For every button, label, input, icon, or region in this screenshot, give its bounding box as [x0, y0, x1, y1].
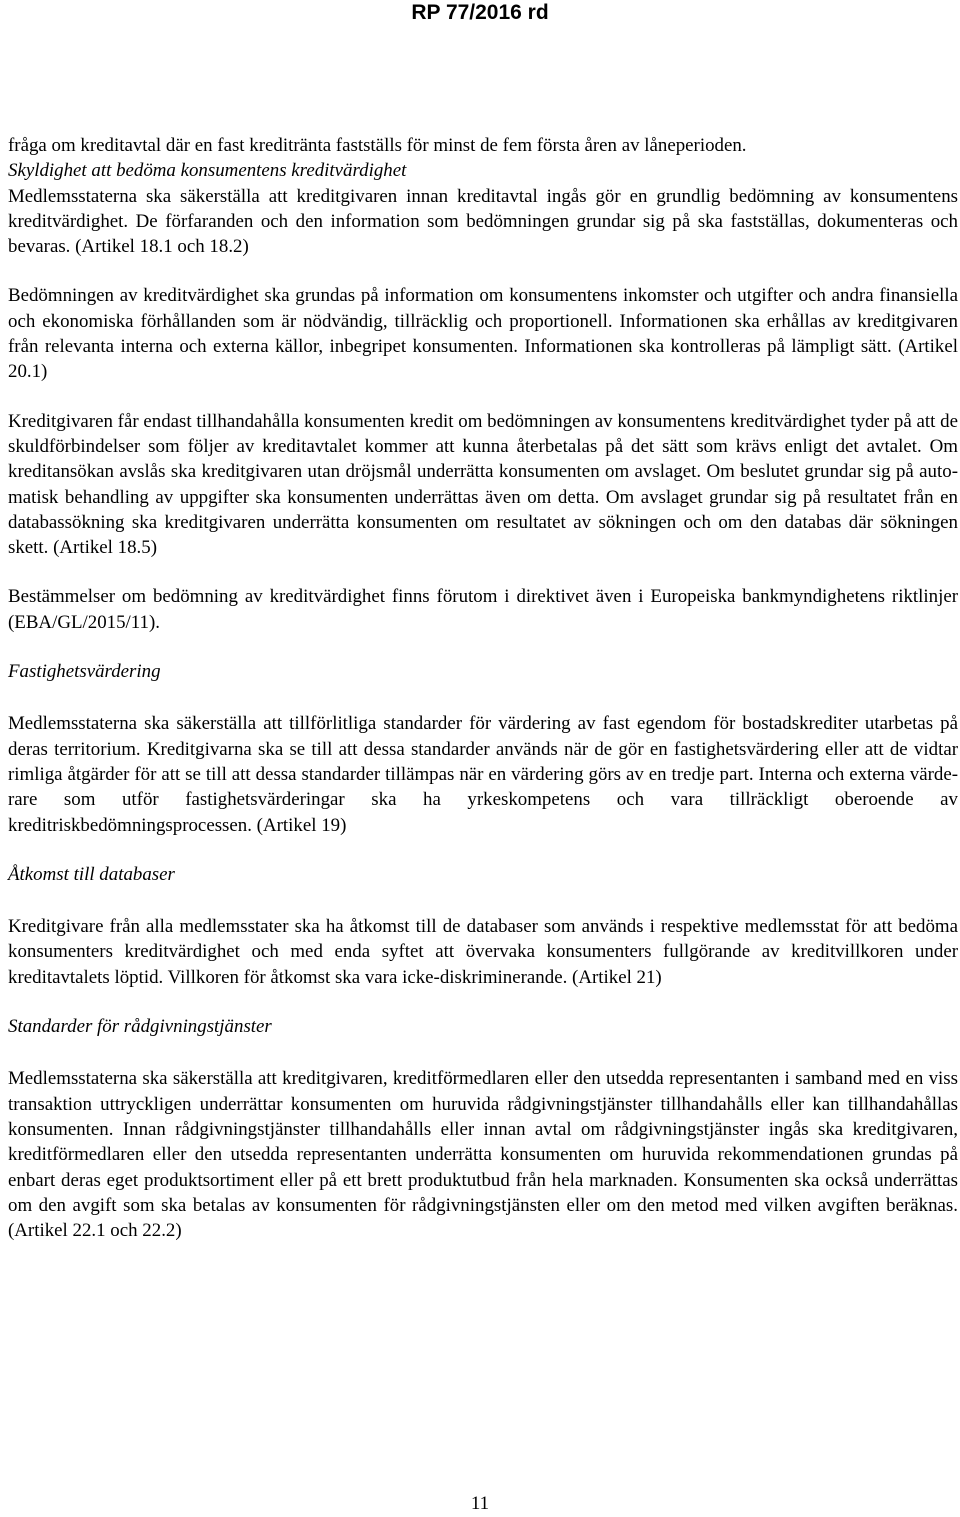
section-heading-advisory-standards: Standarder för rådgivningstjänster [8, 1016, 272, 1038]
page-header [0, 0, 960, 25]
paragraph-eba-guidelines: Bestämmelser om bedömning av kreditvärdighet finns förutom i direktivet även i Europeiska bankmyndighetens riktlinjer (EBA/GL/2015/11). [8, 586, 958, 633]
page-footer [0, 1493, 960, 1515]
paragraph-credit-granting: Kreditgivaren får endast tillhandahålla konsumenten kredit om bedömningen av konsumentens kreditvärdighet tyder på att de skuldförbindelser som följer av kreditavtalet kommer att kunna återbetalas på det sätt som krävs enligt det avtalet. Om kreditansökan avslås ska kreditgivaren utan dröjsmål underrätta konsumenten om avslaget. Om beslutet grundar sig på automatisk behandling av uppgifter ska konsumenten underrättas även om detta. Om avslaget grundar sig på resultatet från en databassökning ska kreditgivaren underrätta konsumenten om resultatet av sökningen och om den databas där sökningen skett. (Artikel 18.5) [8, 410, 958, 559]
paragraph-database-access: Kreditgivare från alla medlemsstater ska ha åtkomst till de databaser som används i respektive medlemsstat för att bedöma konsumenters kreditvärdighet och med enda syftet att övervaka konsumenters fullgörande av kreditvillkoren under kreditavtalets löptid. Villkoren för åtkomst ska vara icke-diskriminerande. (Artikel 21) [8, 916, 958, 988]
document-reference: RP 77/2016 rd [411, 1, 549, 24]
paragraph-advisory-standards: Medlemsstaterna ska säkerställa att kreditgivaren, kreditförmedlaren eller den utsedda representanten i samband med en viss transaktion uttryckligen underrättar konsumenten om huruvida rådgivningstjänster tillhandahålls eller kan tillhandahållas konsumenten. Innan rådgivningstjänster tillhandahålls eller innan avtal om rådgivningstjänster ingås ska kreditgivaren, kreditförmedlaren eller den utsedda representanten underrätta konsumenten om huruvida rekommendationen grundas på enbart deras eget produktsortiment eller på ett brett produktutbud från hela marknaden. Konsumenten ska också underrättas om den avgift som ska betalas av konsumenten för rådgivningstjänsten eller om den metod med vilken avgiften beräknas. (Artikel 22.1 och 22.2) [8, 1068, 958, 1242]
paragraph-assessment-duty: Medlemsstaterna ska säkerställa att kreditgivaren innan kreditavtal ingås gör en grundlig bedömning av konsumentens kreditvärdighet. De förfaranden och den information som bedömningen grundar sig på ska fastställas, dokumenteras och bevaras. (Artikel 18.1 och 18.2) [8, 185, 958, 258]
paragraph-continuation: fråga om kreditavtal där en fast kreditränta fastställs för minst de fem första åren av låneperioden. [8, 135, 747, 156]
section-heading-database-access: Åtkomst till databaser [8, 863, 175, 885]
page-body [8, 133, 958, 1243]
paragraph-property-valuation: Medlemsstaterna ska säkerställa att tillförlitliga standarder för värdering av fast egendom för bostadskrediter utarbetas på deras territorium. Kreditgivarna ska se till att dessa standarder används när de gör en fastighetsvärdering eller att de vidtar rimliga åtgärder för att se till att dessa standarder tillämpas när en värdering görs av en tredje part. Interna och externa värderare som utför fastighetsvärderingar ska ha yrkeskompetens och vara tillräckligt oberoende av kreditriskbedömningsprocessen. (Artikel 19) [8, 713, 958, 836]
page-number: 11 [470, 1493, 490, 1514]
section-heading-property-valuation: Fastighetsvärdering [8, 661, 161, 683]
section-heading-creditworthiness: Skyldighet att bedöma konsumentens kreditvärdighet [8, 160, 407, 182]
paragraph-assessment-basis: Bedömningen av kreditvärdighet ska grundas på information om konsumentens inkomster och utgifter och andra finansiella och ekonomiska förhållanden som är nödvändig, tillräcklig och proportionell. Informationen ska erhållas av kreditgivaren från relevanta interna och externa källor, inbegripet konsumenten. Informationen ska kontrolleras på lämpligt sätt. (Artikel 20.1) [8, 285, 958, 383]
